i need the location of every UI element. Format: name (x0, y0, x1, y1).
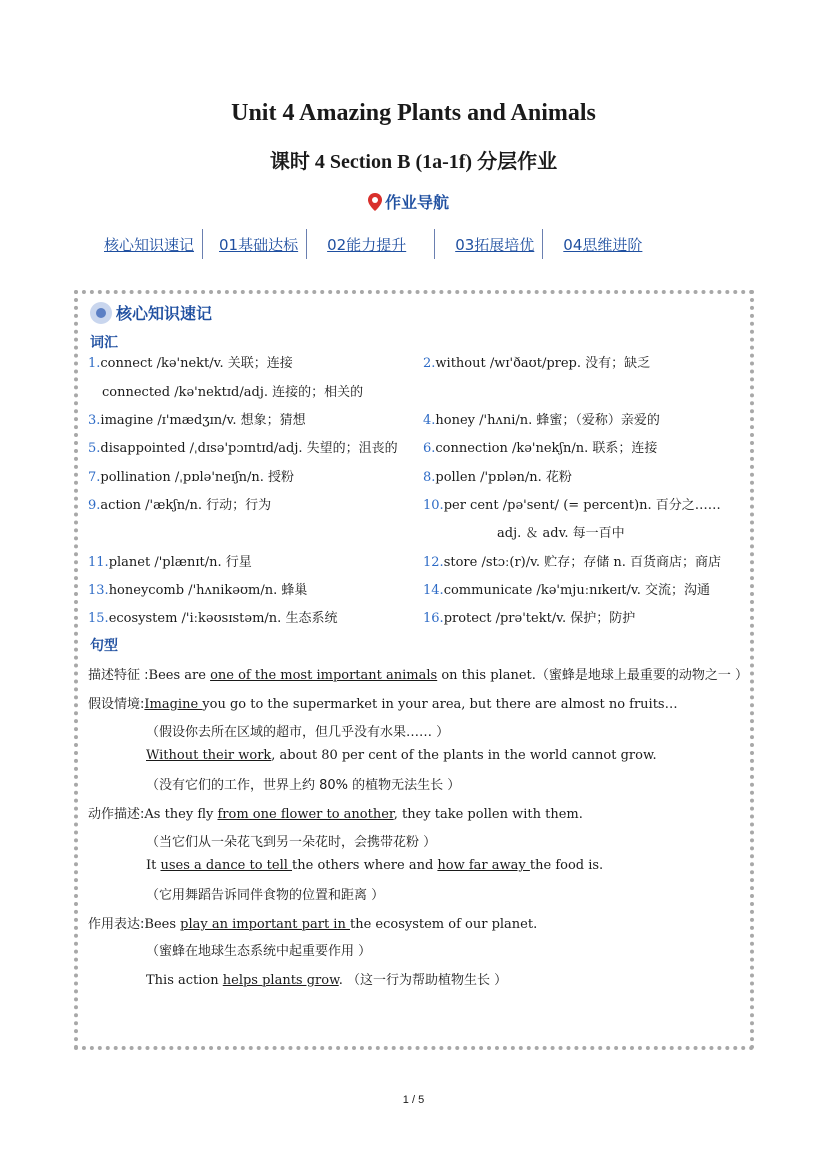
sentence-pattern: It uses a dance to tell the others where and how far away the food is. (146, 858, 604, 873)
vocab-item: 7.pollination /ˌpɒlə'neɪʃn/n. 授粉 (88, 470, 295, 485)
vocab-item: 15.ecosystem /'iːkəʊsɪstəm/n. 生态系统 (88, 611, 338, 626)
vocab-item: 6.connection /kə'nekʃn/n. 联系；连接 (423, 441, 658, 456)
nav-divider (202, 229, 203, 259)
sentence-translation: （它用舞蹈告诉同伴食物的位置和距离 ） (146, 888, 385, 903)
sentence-translation: （当它们从一朵花飞到另一朵花时，会携带花粉 ） (146, 835, 437, 850)
sentence-pattern: Without their work, about 80 per cent of the plants in the world cannot grow. (146, 748, 657, 763)
vocab-item: 12.store /stɔː(r)/v. 贮存；存储 n. 百货商店；商店 (423, 555, 721, 570)
vocab-item: 2.without /wɪ'ðaʊt/prep. 没有；缺乏 (423, 356, 651, 371)
homework-nav-bar (88, 228, 728, 260)
nav-link-extend[interactable]: 03拓展培优 (455, 235, 535, 254)
vocab-item: 4.honey /'hʌni/n. 蜂蜜；（爱称）亲爱的 (423, 413, 660, 428)
vocab-item: 3.imagine /ɪ'mædʒɪn/v. 想象；猜想 (88, 413, 306, 428)
vocab-heading: 词汇 (90, 335, 118, 351)
homework-nav-header (368, 190, 449, 213)
nav-header-text: 作业导航 (385, 193, 450, 212)
vocab-item: connected /kə'nektɪd/adj. 连接的；相关的 (102, 385, 364, 400)
nav-link-core-knowledge[interactable]: 核心知识速记 (104, 235, 195, 254)
sentence-pattern: This action helps plants grow. （这一行为帮助植物生长 ） (146, 973, 508, 988)
nav-divider (542, 229, 543, 259)
vocab-item: 11.planet /'plænɪt/n. 行星 (88, 555, 252, 570)
nav-link-thinking[interactable]: 04思维进阶 (563, 235, 643, 254)
sentence-translation: （蜜蜂在地球生态系统中起重要作用 ） (146, 944, 372, 959)
vocab-item: 13.honeycomb /'hʌnikəʊm/n. 蜂巢 (88, 583, 308, 598)
sentence-pattern: 描述特征 :Bees are one of the most important animals on this planet.（蜜蜂是地球上最重要的动物之一 ） (88, 668, 749, 683)
nav-link-improve[interactable]: 02能力提升 (327, 235, 407, 254)
sentence-pattern: 假设情境:Imagine you go to the supermarket in your area, but there are almost no fruits… (88, 697, 678, 712)
sentence-heading: 句型 (90, 638, 118, 654)
vocab-item: 5.disappointed /ˌdɪsə'pɔɪntɪd/adj. 失望的；沮丧的 (88, 441, 398, 456)
nav-link-basic[interactable]: 01基础达标 (219, 235, 299, 254)
vocab-item: 1.connect /kə'nekt/v. 关联；连接 (88, 356, 293, 371)
vocab-item: 14.communicate /kə'mjuːnɪkeɪt/v. 交流；沟通 (423, 583, 710, 598)
page-number: 1 / 5 (402, 1094, 425, 1106)
section-heading (90, 301, 212, 324)
sentence-pattern: 作用表达:Bees play an important part in the ecosystem of our planet. (88, 917, 538, 932)
section-bullet-icon (90, 302, 112, 324)
sentence-translation: （没有它们的工作，世界上约 80% 的植物无法生长 ） (146, 778, 461, 793)
section-title: 核心知识速记 (116, 304, 213, 323)
nav-divider (306, 229, 307, 259)
nav-divider (434, 229, 435, 259)
vocab-item: 9.action /'ækʃn/n. 行动；行为 (88, 498, 272, 513)
page-subtitle: 课时 4 Section B (1a-1f) 分层作业 (269, 151, 558, 173)
sentence-pattern: 动作描述:As they fly from one flower to another, they take pollen with them. (88, 807, 583, 822)
vocab-item: 16.protect /prə'tekt/v. 保护；防护 (423, 611, 636, 626)
location-pin-icon (368, 193, 382, 211)
vocab-item: 8.pollen /'pɒlən/n. 花粉 (423, 470, 572, 485)
vocab-item: adj. ＆ adv. 每一百中 (497, 526, 625, 541)
vocab-item: 10.per cent /pə'sent/ (= percent)n. 百分之…… (423, 498, 721, 513)
sentence-translation: （假设你去所在区域的超市，但几乎没有水果…… ） (146, 725, 450, 740)
page-title: Unit 4 Amazing Plants and Animals (231, 100, 596, 126)
